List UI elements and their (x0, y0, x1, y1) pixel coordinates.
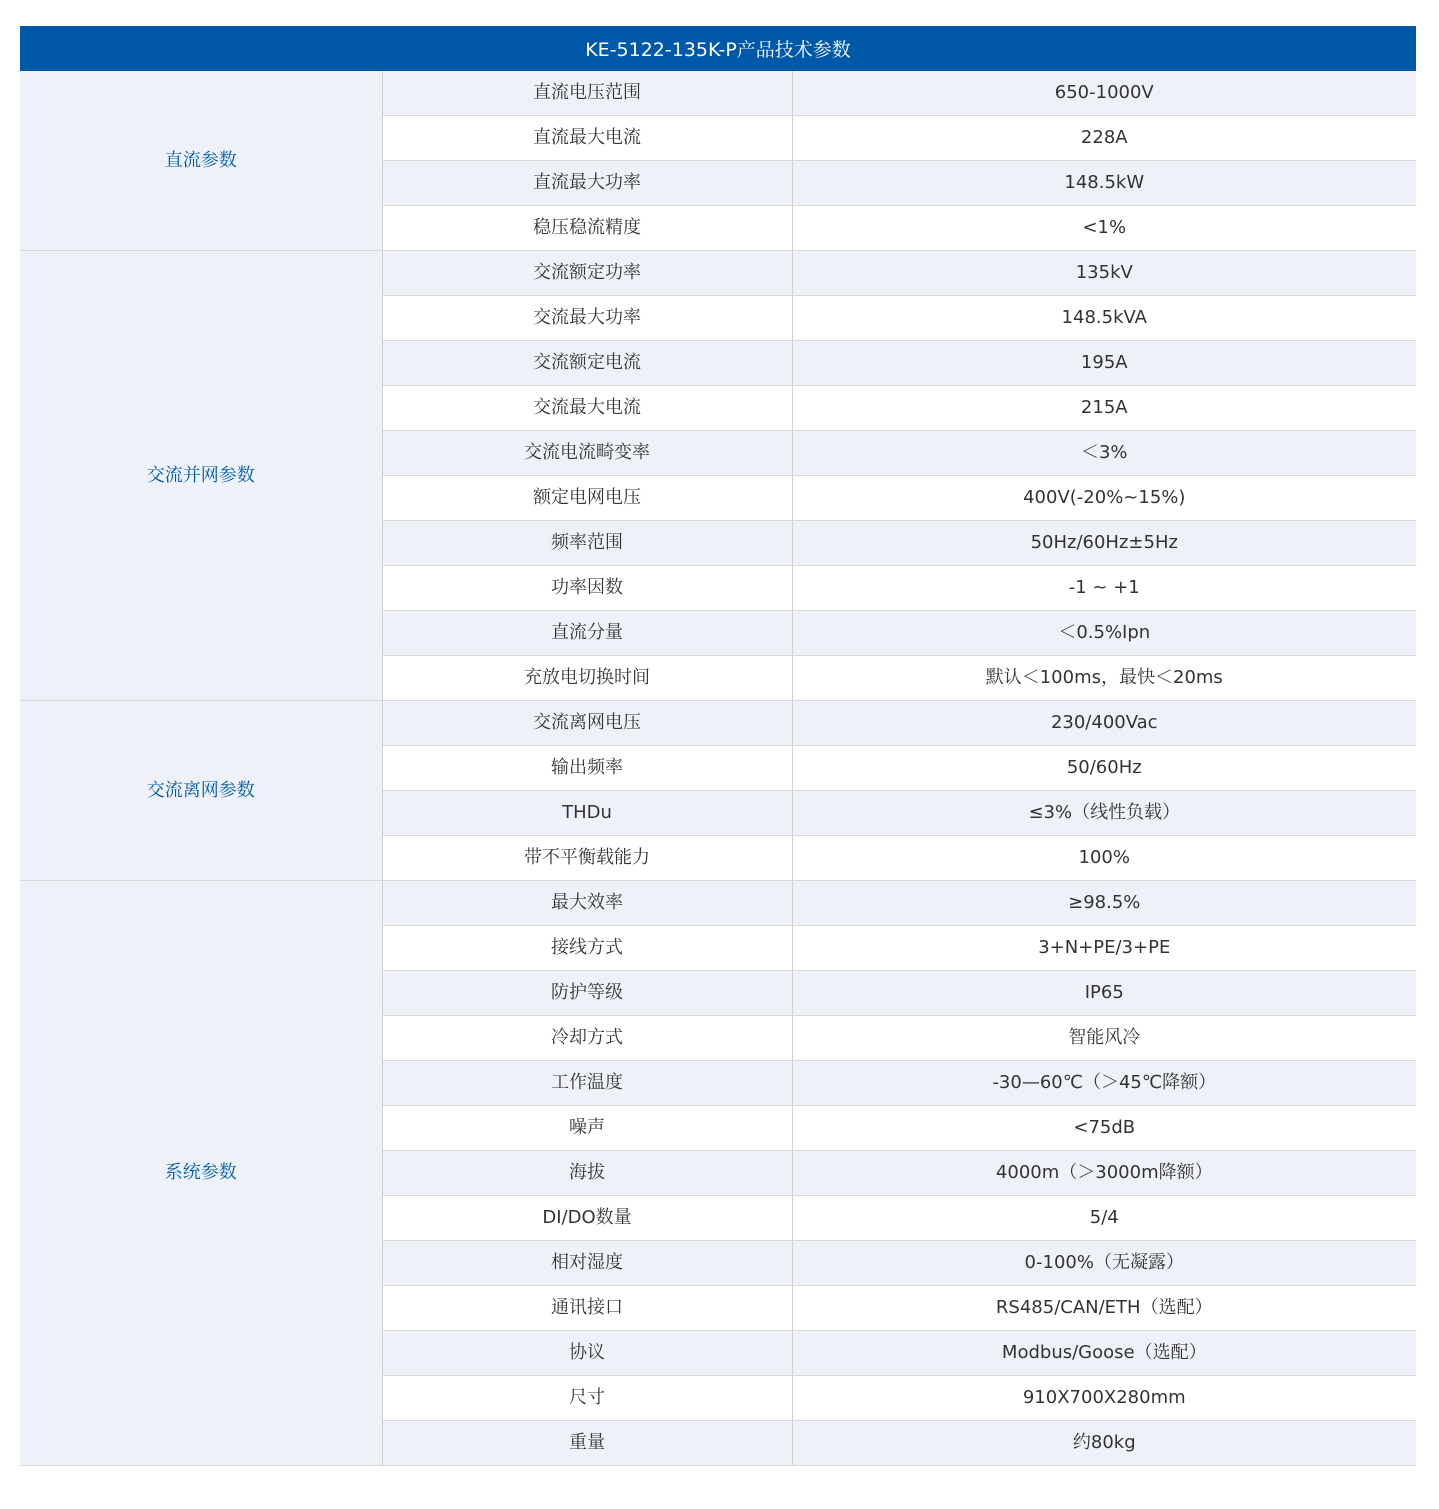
group-label: 交流离网参数 (20, 701, 382, 881)
param-value: RS485/CAN/ETH（选配） (792, 1286, 1416, 1331)
param-name: 直流电压范围 (382, 71, 792, 116)
param-name: 相对湿度 (382, 1241, 792, 1286)
param-name: 充放电切换时间 (382, 656, 792, 701)
param-name: 交流离网电压 (382, 701, 792, 746)
param-value: 230/400Vac (792, 701, 1416, 746)
param-name: 噪声 (382, 1106, 792, 1151)
param-name: 接线方式 (382, 926, 792, 971)
param-value: <1% (792, 206, 1416, 251)
group-label: 直流参数 (20, 71, 382, 251)
param-name: 频率范围 (382, 521, 792, 566)
param-value: 215A (792, 386, 1416, 431)
param-name: 交流额定电流 (382, 341, 792, 386)
param-value: 4000m（＞3000m降额） (792, 1151, 1416, 1196)
param-value: 195A (792, 341, 1416, 386)
table-row (20, 251, 1416, 296)
param-value: 默认＜100ms，最快＜20ms (792, 656, 1416, 701)
table-row (20, 701, 1416, 746)
param-value: 100% (792, 836, 1416, 881)
param-name: 交流最大功率 (382, 296, 792, 341)
param-value: 50Hz/60Hz±5Hz (792, 521, 1416, 566)
spec-table (20, 26, 1416, 1466)
table-title: KE-5122-135K-P产品技术参数 (20, 26, 1416, 71)
param-value: 0-100%（无凝露） (792, 1241, 1416, 1286)
param-name: DI/DO数量 (382, 1196, 792, 1241)
param-name: 功率因数 (382, 566, 792, 611)
param-name: 交流额定功率 (382, 251, 792, 296)
param-name: 最大效率 (382, 881, 792, 926)
param-value: IP65 (792, 971, 1416, 1016)
param-name: 交流电流畸变率 (382, 431, 792, 476)
param-name: 额定电网电压 (382, 476, 792, 521)
param-value: 5/4 (792, 1196, 1416, 1241)
param-value: -30—60℃（＞45℃降额） (792, 1061, 1416, 1106)
param-value: 650-1000V (792, 71, 1416, 116)
param-name: 防护等级 (382, 971, 792, 1016)
param-value: 135kV (792, 251, 1416, 296)
param-value: <75dB (792, 1106, 1416, 1151)
param-name: 重量 (382, 1421, 792, 1466)
table-row (20, 71, 1416, 116)
param-value: ＜3% (792, 431, 1416, 476)
param-value: -1 ~ +1 (792, 566, 1416, 611)
param-name: 尺寸 (382, 1376, 792, 1421)
param-name: 冷却方式 (382, 1016, 792, 1061)
table-body (20, 71, 1416, 1466)
param-name: 稳压稳流精度 (382, 206, 792, 251)
param-name: 直流最大功率 (382, 161, 792, 206)
param-name: 工作温度 (382, 1061, 792, 1106)
param-name: 直流分量 (382, 611, 792, 656)
group-label: 系统参数 (20, 881, 382, 1466)
param-value: Modbus/Goose（选配） (792, 1331, 1416, 1376)
param-value: 约80kg (792, 1421, 1416, 1466)
param-value: ＜0.5%Ipn (792, 611, 1416, 656)
param-value: 50/60Hz (792, 746, 1416, 791)
param-name: 海拔 (382, 1151, 792, 1196)
param-name: 通讯接口 (382, 1286, 792, 1331)
group-label: 交流并网参数 (20, 251, 382, 701)
param-value: ≤3%（线性负载） (792, 791, 1416, 836)
param-name: 带不平衡载能力 (382, 836, 792, 881)
param-value: 228A (792, 116, 1416, 161)
table-header-row (20, 26, 1416, 71)
param-name: THDu (382, 791, 792, 836)
param-name: 输出频率 (382, 746, 792, 791)
param-value: 3+N+PE/3+PE (792, 926, 1416, 971)
table-row (20, 881, 1416, 926)
param-value: 智能风冷 (792, 1016, 1416, 1061)
param-name: 直流最大电流 (382, 116, 792, 161)
param-value: 400V(-20%~15%) (792, 476, 1416, 521)
param-name: 协议 (382, 1331, 792, 1376)
param-value: 910X700X280mm (792, 1376, 1416, 1421)
param-name: 交流最大电流 (382, 386, 792, 431)
param-value: ≥98.5% (792, 881, 1416, 926)
param-value: 148.5kVA (792, 296, 1416, 341)
param-value: 148.5kW (792, 161, 1416, 206)
